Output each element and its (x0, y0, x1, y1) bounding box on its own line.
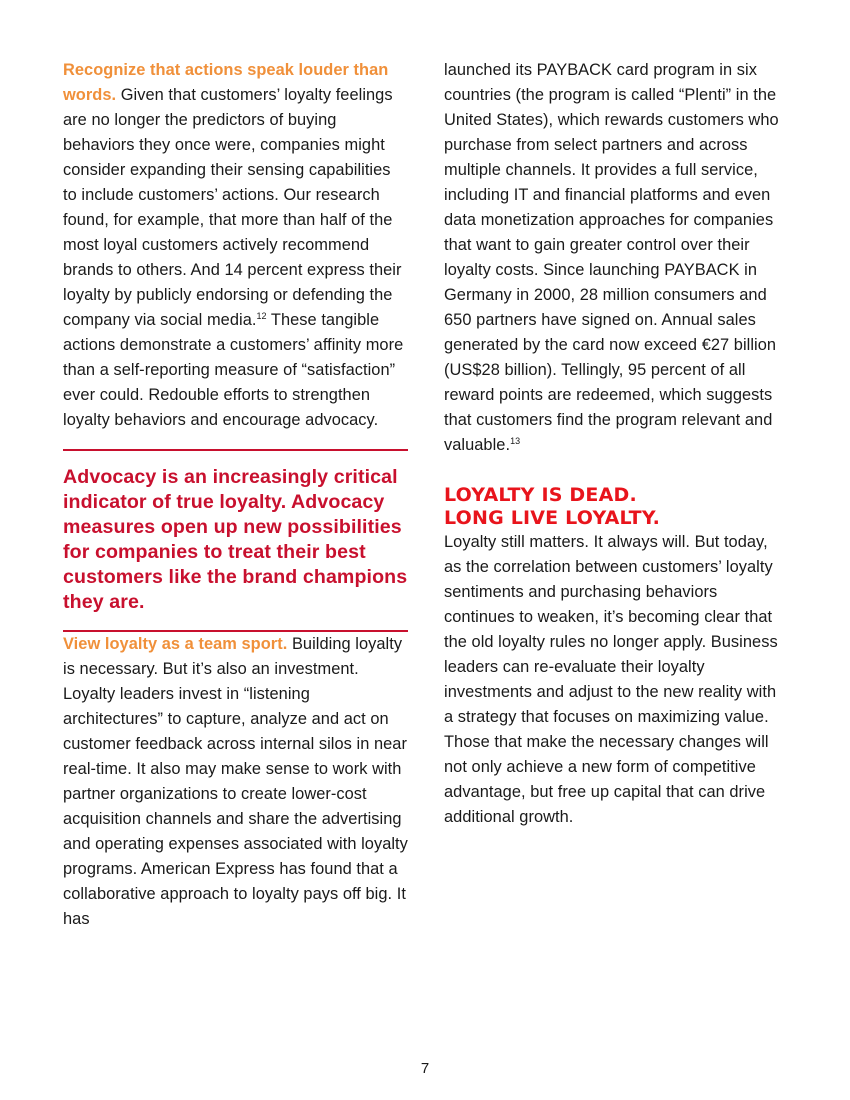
paragraph-team-sport (63, 632, 408, 932)
paragraph-payback (444, 58, 789, 458)
paragraph-actions-speak-louder (63, 58, 408, 433)
lead-in-actions: Recognize that actions speak louder than words. (63, 61, 389, 104)
footnote-ref-13: 13 (510, 436, 521, 446)
pull-quote: Advocacy is an increasingly critical indicator of true loyalty. Advocacy measures open up new possibilities for companies to treat their best customers like the brand champions they are. (63, 466, 408, 613)
paragraph-text: launched its PAYBACK card program in six countries (the program is called “Plenti” in the United States), which rewards customers who purchase from select partners and across multiple channels. It provides a full service, including IT and financial platforms and even data monetization approaches for companies that want to gain greater control over their loyalty costs. Since launching PAYBACK in Germany in 2000, 28 million consumers and 650 partners have signed on. Annual sales generated by the card now exceed €27 billion (US$28 billion). Tellingly, 95 percent of all reward points are redeemed, which suggests that customers find the program relevant and valuable. (444, 61, 779, 454)
heading-line-1: LOYALTY IS DEAD. (444, 484, 637, 506)
section-heading (444, 484, 789, 530)
paragraph-loyalty-matters: Loyalty still matters. It always will. But today, as the correlation between customers’ loyalty sentiments and purchasing behaviors continues to weaken, it’s becoming clear that the old loyalty rules no longer apply. Business leaders can re-evaluate their loyalty investments and adjust to the new reality with a strategy that focuses on maximizing value. Those that make the necessary changes will not only achieve a new form of competitive advantage, but free up capital that can drive additional growth. (444, 533, 778, 826)
paragraph-text: Building loyalty is necessary. But it’s also an investment. Loyalty leaders invest in “listening architectures” to capture, analyze and act on customer feedback across internal silos in near real-time. It also may make sense to work with partner organizations to create lower-cost acquisition channels and share the advertising and operating expenses associated with loyalty programs. American Express has found that a collaborative approach to loyalty pays off big. It has (63, 635, 408, 928)
left-column (63, 58, 408, 932)
page-number: 7 (420, 1060, 430, 1077)
footnote-ref-12: 12 (256, 311, 267, 321)
paragraph-text: Given that customers’ loyalty feelings are no longer the predictors of buying behaviors they once were, companies might consider expanding their sensing capabilities to include customers’ actions. Our research found, for example, that more than half of the most loyal customers actively recommend brands to others. And 14 percent express their loyalty by publicly endorsing or defending the company via social media. (63, 86, 402, 329)
heading-line-2: LONG LIVE LOYALTY. (444, 507, 661, 529)
pull-quote-top-rule (63, 449, 408, 451)
paragraph-text: These tangible actions demonstrate a customers’ affinity more than a self-reporting measure of “satisfaction” ever could. Redouble efforts to strengthen loyalty behaviors and encourage advocacy. (63, 311, 404, 429)
right-column (444, 58, 789, 830)
lead-in-team-sport: View loyalty as a team sport. (63, 635, 288, 653)
